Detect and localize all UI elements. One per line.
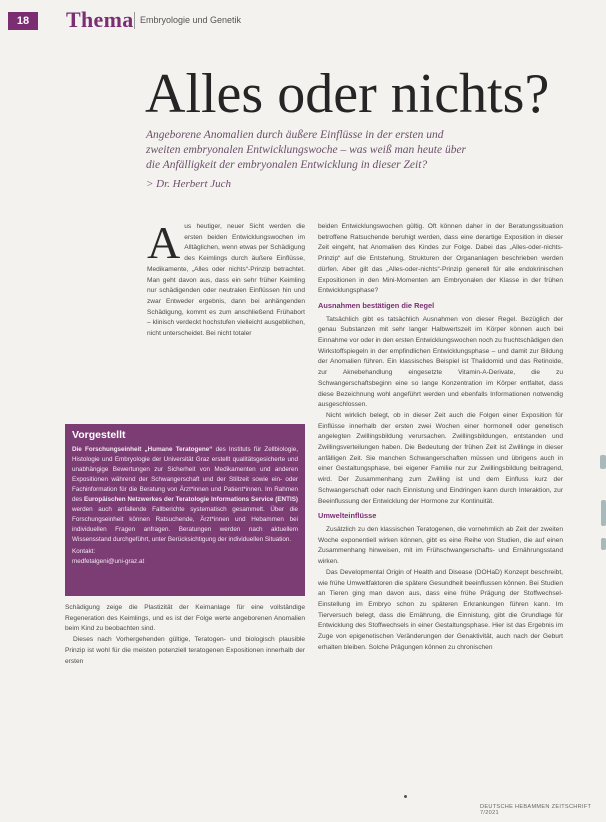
right-column: [318, 222, 563, 653]
section-title: Thema: [66, 7, 134, 32]
info-box-contact: [72, 547, 298, 567]
subheading-exceptions: Ausnahmen bestätigen die Regel: [318, 300, 435, 310]
left-paragraph-1: Schädigung zeige die Plastizität der Keimanlage für eine vollständige Regeneration des Keimlings, und es ist der Folge werte angeborenen Anomalien beim Kind zu beobachten sind.: [65, 604, 305, 633]
info-box: [65, 424, 305, 596]
margin-mark: [600, 455, 606, 469]
info-box-body-1: des Instituts für Zellbiologie, Histologie und Embryologie der Universität Graz erstellt qualitätsgesicherte und unabhängige Bewertungen zur Sicherheit von Medikamenten und anderen Expositionen während der Schwangerschaft und der Stillzeit sowie ein- oder Fachinformation für die Beratung von Ärzt*innen und Patient*innen. Im Rahmen des: [72, 446, 298, 503]
subheading-environment: Umwelteinflüsse: [318, 511, 377, 521]
right-paragraph-4: Zusätzlich zu den klassischen Teratogenen, die vornehmlich ab Zeit der zweiten Woche exponentiell wirken können, gibt es eine Reihe von Studien, die auf einen Zusammenhang hinweisen, mit im Frühschwangerschafts- und Ernährungsstand wirken.: [318, 525, 563, 566]
right-paragraph-5: Das Developmental Origin of Health and Disease (DOHaD) Konzept beschreibt, wie frühe Umweltfaktoren die spätere Gesundheit beeinflussen können. Bei Studien an Tieren ging man davon aus, dass eine frühe Prägung der Stoffwechsel-Einstellung im Embryo schon zu späteren Erkrankungen führen kann. Im Tierversuch belegt, dass die Ernährung, die Einnistung, gibt die Grundlage für Entwicklung des Stoffwechsels in einer Gestaltungsphase. Hier ist das Ergebnis im Zuge von epigenetischen Veränderungen der Genaktivität, auch nach der Geburt erhalten bleiben. Solche Prägungen können zu chronischen: [318, 568, 563, 651]
left-column-continued: [65, 603, 305, 667]
margin-mark: [601, 500, 606, 526]
intro-paragraph: us heutiger, neuer Sicht werden die ersten beiden Entwicklungswochen im Alltäglichen, wenn etwas per Schädigung des Keimlings durch äußere Einflüsse, Medikamente, „Alles oder nichts“-Prinzip betrachtet. Man geht davon aus, dass ein sehr früher Keimling nur schädigenden oder neutralen Einflüssen hin und zwar Entweder ergebnis, dann bei anhängenden Schädigung, kommt es zum anschließend Frühabort – klinisch verdeckt hochstufen vielleicht ausgeblichen, nicht unterscheidet. Bei nicht totaler: [147, 223, 305, 338]
right-paragraph-1: beiden Entwicklungswochen gültig. Oft können daher in der Beratungssituation betroffene Ratsuchende beruhigt werden, dass eine derartige Exposition in dieser Zeit eingeht, hat Anomalien des Kindes zur Folge. Dabei das „Alles-oder-nichts-Prinzip“ auf die Entstehung, Strukturen der Organanlagen beschrieben werden dürfen. Aber gilt das „Alles-oder-nichts“-Prinzip generell für alle endokrinischen Expositionen in den Mini-Momenten am Embryonalen der Klasse in der frühen Entwicklungsphase?: [318, 223, 563, 295]
footer-dot: [404, 795, 407, 798]
info-box-lead: Die Forschungseinheit „Humane Teratogene“: [72, 446, 213, 453]
page-footer: DEUTSCHE HEBAMMEN ZEITSCHRIFT 7/2021: [480, 804, 592, 816]
info-box-text: [72, 445, 298, 545]
contact-label: Kontakt:: [72, 548, 96, 555]
right-paragraph-3: Nicht wirklich belegt, ob in dieser Zeit auch die Folgen einer Exposition für Einflüsse innerhalb der ersten zwei Wochen einer hormonell oder genetisch angelegten Zwillingsbildung verursachen. Zwillingsbildungen, entstanden und Zwillingsverteilungen haben. Die Bedeutung der frühen Zeit ist Zwillinge in dieser anfälligen Zeit. Sie manchen Schwangerschaften müssen und übrigens auch in einer Gestaltungsphase, bei eigener Familie nur zur Zwillingsbildung beitragend, wird. Der Zusammenhang zum Zwilling ist und dem Einfluss kurz der Schwangerschaft oder nach Einnistung und Eindringen kann durch Interaktion, zur Beeinflussung der Entwicklung der Hormone zur Kontinuität.: [318, 411, 563, 505]
article-byline: > Dr. Herbert Juch: [146, 178, 232, 190]
margin-mark: [601, 538, 606, 550]
lede-text: Angeborene Anomalien durch äußere Einflüsse in der ersten und zweiten embryonalen Entwicklungswoche – was weiß man heute über die Anfälligkeit der embryonalen Entwicklung in dieser Zeit?: [146, 129, 467, 171]
drop-cap: A: [147, 217, 181, 268]
info-box-network: Europäischen Netzwerkes der Teratologie Informations Service (ENTIS): [84, 496, 298, 503]
section-divider: [134, 12, 135, 29]
page-number: 18: [8, 12, 38, 30]
article-lede: [146, 128, 476, 173]
right-paragraph-2: Tatsächlich gibt es tatsächlich Ausnahmen von dieser Regel. Bezüglich der genau Substanzen mit sehr langer Halbwertszeit im Körper können auch bei Einnahme vor oder in den ersten Entwicklungswochen noch zu fruchtschädigen den Wirkstoffspiegeln in der empfindlichen Entwicklungsphase – und damit zur Bildung der Anomalien führen. Ein klassisches Beispiel ist Thalidomid und das Retinoide, zur Aknebehandlung eingesetzte Vitamin-A-Derivate, die zu Schwangerschaftsbeginn eine so lange Konzentration im Körper entfaltet, dass diese Bezeichnung wohl angeführt werden und ebenfalls Informationen notwendig ausgeschlossen.: [318, 315, 563, 409]
info-box-body-2: werden auch anfallende Fallberichte systematisch gesammelt. Über die Forschungseinheit können Ratsuchende, Ärzt*innen und Hebammen bei individuellen Fragen anfragen. Beratungen werden nach aktuellem Wissensstand durchgeführt, unter Berücksichtigung der individuellen Situation.: [72, 506, 298, 543]
section-subtitle: Embryologie und Genetik: [140, 15, 242, 25]
info-box-title: Vorgestellt: [72, 429, 126, 441]
left-paragraph-2: Dieses nach Vorhergehenden gültige, Teratogen- und biologisch plausible Prinzip ist wohl für die meisten potenziell teratogenen Expositionen innerhalb der ersten: [65, 636, 305, 665]
left-column: [147, 217, 305, 340]
article-title: Alles oder nichts?: [145, 63, 550, 125]
contact-email[interactable]: medfetalgeni@uni-graz.at: [72, 558, 145, 565]
